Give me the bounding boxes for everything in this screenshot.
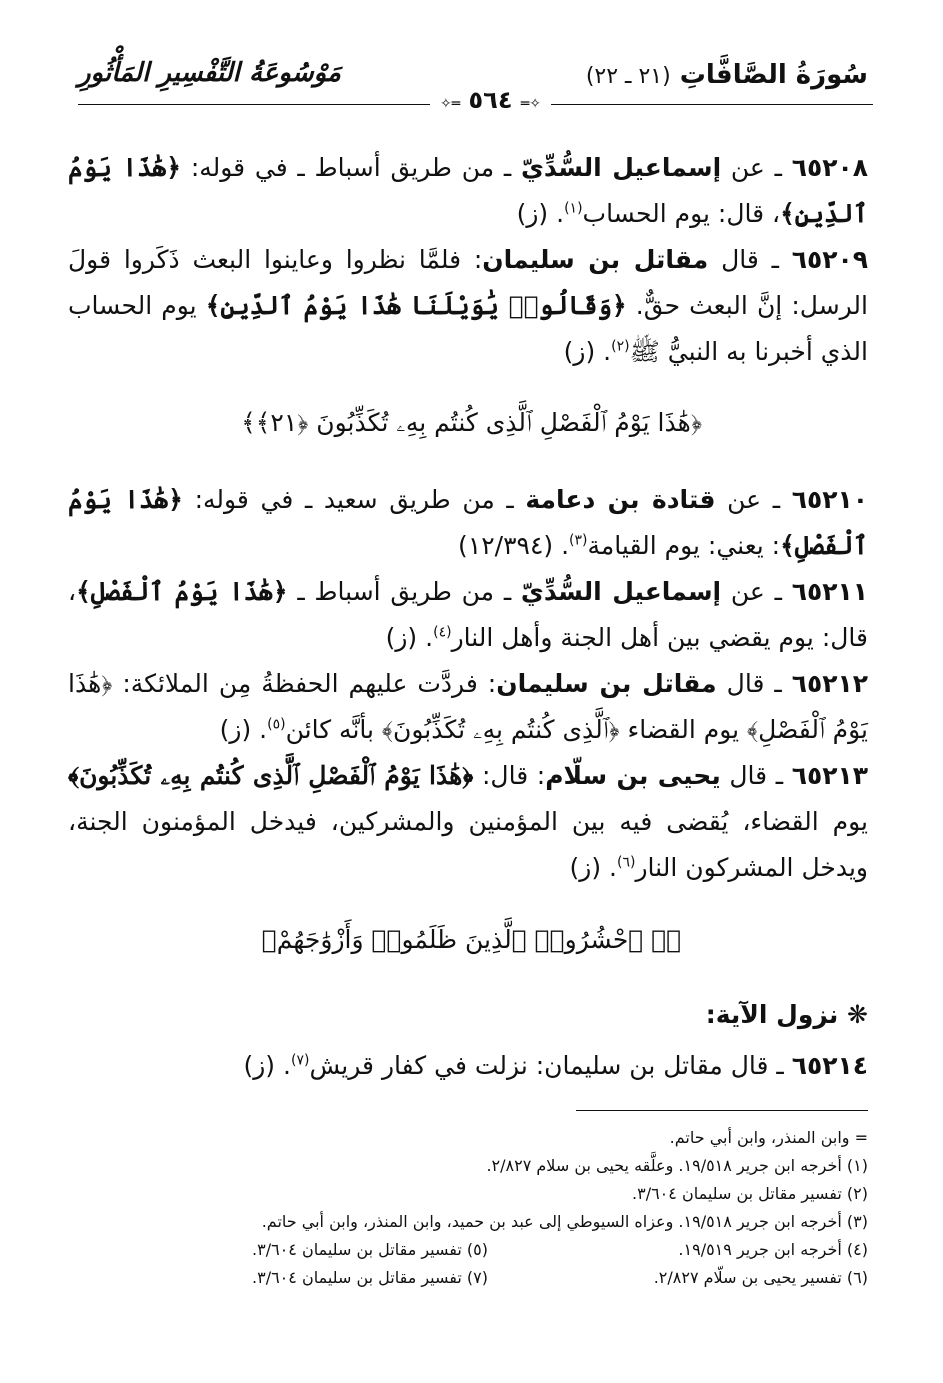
entry-number: ٦٥٢١١ xyxy=(791,577,868,606)
entry-text: : قال: xyxy=(473,761,546,790)
entry-number: ٦٥٢١٤ xyxy=(791,1051,868,1080)
entry-text: : فردَّت عليهم الحفظةُ مِن الملائكة: xyxy=(112,669,497,698)
ornament-icon: ✧═ xyxy=(520,96,542,112)
entry-text: ـ قال مقاتل بن سليمان: نزلت في كفار قريش xyxy=(309,1051,792,1080)
quran-quote: ﴿هَٰذَا يَوْمُ ٱلْفَصْلِ﴾ xyxy=(76,577,288,606)
hadith-entry xyxy=(68,145,868,237)
quran-quote: ﴿وَقَالُوا۟ يَٰوَيْلَنَا هَٰذَا يَوْمُ ٱلدِّينِ﴾ xyxy=(205,291,627,320)
entry-text: ـ قال xyxy=(716,669,792,698)
quran-quote: ﴿هَٰذَا يَوْمُ ٱلْفَصْلِ ٱلَّذِى كُنتُم بِهِۦ تُكَذِّبُونَ﴾ xyxy=(68,761,474,790)
hadith-entry xyxy=(68,477,868,569)
narrator-name: مقاتل بن سليمان xyxy=(496,669,717,698)
running-title xyxy=(586,60,868,90)
footnote-continuation: = وابن المنذر، وابن أبي حاتم. xyxy=(669,1128,868,1147)
entry-text: . (ز) xyxy=(243,1051,291,1080)
entry-number: ٦٥٢١٣ xyxy=(791,761,868,790)
footnote-ref: (٥) xyxy=(267,716,286,733)
entry-text: يوم الحساب الذي أخبرنا به النبيُّ ﷺ xyxy=(68,291,868,366)
entry-text: ، قال: يوم يقضي بين أهل الجنة وأهل النار xyxy=(68,577,868,652)
entry-text: . (ز) xyxy=(516,199,565,228)
footnote-1: (١) أخرجه ابن جرير ١٩/٥١٨. وعلَّقه يحيى بن سلام ٢/٨٢٧. xyxy=(486,1156,868,1175)
page-number-box xyxy=(430,86,551,114)
entry-number: ٦٥٢٠٩ xyxy=(791,245,868,274)
entry-text: ـ من طريق أسباط ـ في قوله: xyxy=(181,153,521,182)
entry-text: : يعني: يوم القيامة xyxy=(587,531,781,560)
footnote-6: (٦) تفسير يحيى بن سلّام ٢/٨٢٧. xyxy=(653,1268,868,1287)
surah-title: سُورَةُ الصَّافَّاتِ xyxy=(679,60,868,90)
entry-text: ـ عن xyxy=(721,577,792,606)
quran-quote: ﴿هَٰذَا يَوْمُ ٱلْفَصْلِ﴾ xyxy=(68,485,868,560)
section-heading-text: نزول الآية: xyxy=(705,1000,839,1029)
footnote-ref: (٢) xyxy=(611,338,630,355)
footnote-ref: (١) xyxy=(564,200,583,217)
verse-range: (٢١ ـ ٢٢) xyxy=(585,64,671,89)
entry-number: ٦٥٢٠٨ xyxy=(791,153,868,182)
page-number: ٥٦٤ xyxy=(468,86,513,114)
narrator-name: مقاتل بن سليمان xyxy=(482,245,709,274)
footnote-ref: (٦) xyxy=(617,854,636,871)
narrator-name: إسماعيل السُّدِّيّ xyxy=(520,153,722,182)
footnote-ref: (٧) xyxy=(290,1052,310,1069)
footnote-ref: (٤) xyxy=(433,624,452,641)
section-heading xyxy=(706,1000,868,1029)
quran-verse-heading: ﴿۞ ٱحْشُرُوا۟ ٱلَّذِينَ ظَلَمُوا۟ وَأَزْوَٰجَهُمْ﴾ xyxy=(261,925,682,954)
narrator-name: قتادة بن دعامة xyxy=(525,485,716,514)
narrator-name: إسماعيل السُّدِّيّ xyxy=(520,577,722,606)
hadith-entry xyxy=(68,237,868,375)
entry-number: ٦٥٢١٠ xyxy=(791,485,868,514)
quran-verse-heading: ﴿هَٰذَا يَوْمُ ٱلْفَصْلِ ٱلَّذِى كُنتُم بِهِۦ تُكَذِّبُونَ ﴿٢١﴾﴾ xyxy=(241,408,702,437)
entry-text: ـ قال xyxy=(708,245,792,274)
entry-text: . (١٢/٣٩٤) xyxy=(458,531,570,560)
footnote-5: (٥) تفسير مقاتل بن سليمان ٣/٦٠٤. xyxy=(252,1240,488,1259)
hadith-entry xyxy=(68,753,868,891)
footnote-2: (٢) تفسير مقاتل بن سليمان ٣/٦٠٤. xyxy=(632,1184,868,1203)
entry-text: . (ز) xyxy=(219,715,268,744)
entry-text: ـ من طريق سعيد ـ في قوله: xyxy=(182,485,526,514)
ornament-icon: ═✧ xyxy=(440,96,461,112)
entry-text: ـ من طريق أسباط ـ xyxy=(287,577,521,606)
quran-quote: ﴿هَٰذَا يَوْمُ ٱلدِّينِ﴾ xyxy=(68,153,868,228)
hadith-entry xyxy=(68,661,868,753)
quran-quote: ﴿هَٰذَا يَوْمُ ٱلْفَصْلِ﴾ يوم القضاء ﴿ٱلَّذِى كُنتُم بِهِۦ تُكَذِّبُونَ﴾ بأنَّه كائن xyxy=(68,669,868,744)
footnote-3: (٣) أخرجه ابن جرير ١٩/٥١٨. وعزاه السيوطي إلى عبد بن حميد، وابن المنذر، وابن أبي حاتم. xyxy=(261,1212,868,1231)
hadith-entry xyxy=(68,569,868,661)
entry-text: ـ عن xyxy=(715,485,792,514)
entry-text: . (ز) xyxy=(569,853,617,882)
entry-text: . (ز) xyxy=(563,337,612,366)
footnote-row xyxy=(60,1236,868,1264)
footnote-4: (٤) أخرجه ابن جرير ١٩/٥١٩. xyxy=(678,1240,868,1259)
entry-number: ٦٥٢١٢ xyxy=(791,669,869,698)
flower-ornament-icon: ❋ xyxy=(847,1000,868,1029)
narrator-name: يحيى بن سلّام xyxy=(545,761,721,790)
footnotes xyxy=(60,1124,868,1292)
book-title: مَوْسُوعَةُ التَّفْسِيرِ المَأْثُورِ xyxy=(78,58,341,88)
hadith-entry xyxy=(68,1043,868,1089)
entry-text: : فلمَّا نظروا وعاينوا البعث ذَكَروا قولَ الرسل: إنَّ البعث حقٌّ. xyxy=(68,245,868,320)
entry-text: يوم القضاء، يُقضى فيه بين المؤمنين والمشركين، فيدخل المؤمنون الجنة، ويدخل المشركون النار xyxy=(68,807,868,882)
footnote-row xyxy=(60,1264,868,1292)
entry-text: ـ عن xyxy=(721,153,792,182)
entry-text: ، قال: يوم الحساب xyxy=(582,199,781,228)
entry-text: ـ قال xyxy=(720,761,792,790)
footnote-ref: (٣) xyxy=(569,532,588,549)
footnote-rule xyxy=(576,1110,868,1111)
entry-text: . (ز) xyxy=(385,623,434,652)
footnote-7: (٧) تفسير مقاتل بن سليمان ٣/٦٠٤. xyxy=(252,1268,488,1287)
